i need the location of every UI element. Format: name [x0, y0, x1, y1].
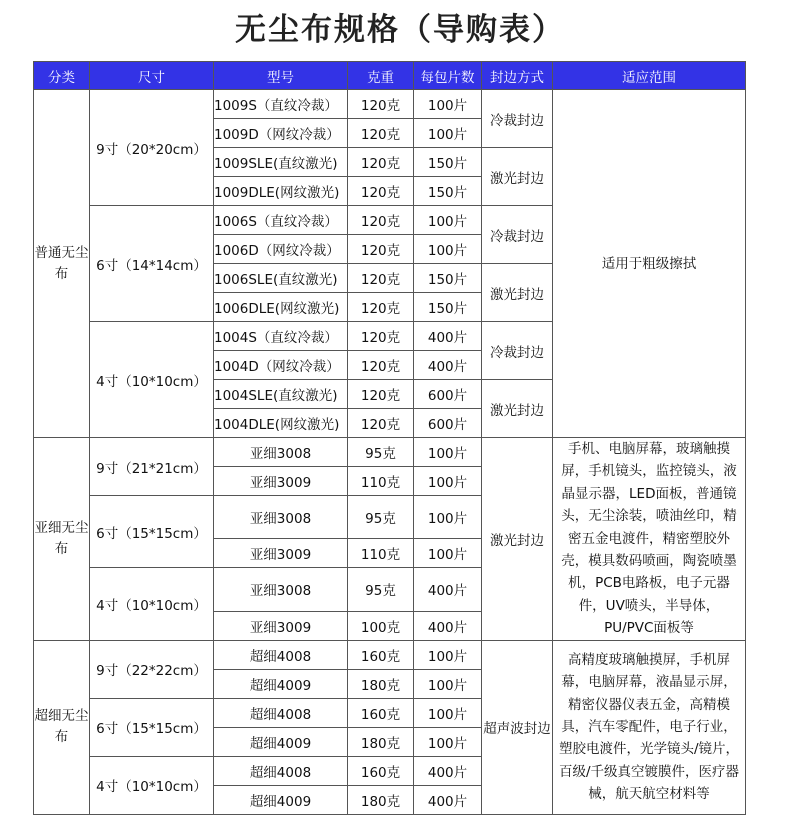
application-cell: 手机、电脑屏幕，玻璃触摸屏，手机镜头，监控镜头，液晶显示器，LED面板，普通镜头，无尘涂装，喷油丝印，精密五金电渡件，精密塑胶外壳，模具数码喷画，陶瓷喷墨机，PCB电路板，电子元器件，UV喷头，半导体，PU/PVC面板等: [553, 438, 746, 641]
model-cell: 1004D（网纹冷裁）: [214, 351, 348, 380]
header-model: 型号: [214, 62, 348, 90]
page-title: 无尘布规格（导购表）: [235, 12, 565, 48]
table-row: [34, 640, 746, 669]
weight-cell: 120克: [348, 322, 414, 351]
count-cell: 100片: [414, 438, 482, 467]
edge-cell: 激光封边: [482, 148, 553, 206]
model-cell: 1009S（直纹冷裁）: [214, 90, 348, 119]
model-cell: 亚细3009: [214, 539, 348, 568]
weight-cell: 120克: [348, 293, 414, 322]
weight-cell: 120克: [348, 177, 414, 206]
count-cell: 100片: [414, 539, 482, 568]
model-cell: 超细4008: [214, 640, 348, 669]
count-cell: 100片: [414, 467, 482, 496]
category-cell: 普通无尘布: [34, 90, 90, 438]
weight-cell: 95克: [348, 496, 414, 539]
model-cell: 亚细3008: [214, 438, 348, 467]
edge-cell: 冷裁封边: [482, 206, 553, 264]
weight-cell: 120克: [348, 90, 414, 119]
edge-cell: 激光封边: [482, 438, 553, 641]
model-cell: 1009D（网纹冷裁）: [214, 119, 348, 148]
application-cell: 高精度玻璃触摸屏，手机屏幕，电脑屏幕，液晶显示屏，精密仪器仪表五金，高精模具，汽车零配件，电子行业，塑胶电渡件，光学镜头/镜片，百级/千级真空镀膜件，医疗器械，航天航空材料等: [553, 640, 746, 814]
weight-cell: 110克: [348, 539, 414, 568]
size-cell: 4寸（10*10cm）: [90, 322, 214, 438]
size-cell: 4寸（10*10cm）: [90, 568, 214, 640]
count-cell: 400片: [414, 568, 482, 611]
model-cell: 亚细3008: [214, 568, 348, 611]
count-cell: 100片: [414, 669, 482, 698]
model-cell: 1004DLE(网纹激光): [214, 409, 348, 438]
model-cell: 超细4009: [214, 785, 348, 814]
count-cell: 100片: [414, 698, 482, 727]
weight-cell: 160克: [348, 756, 414, 785]
count-cell: 400片: [414, 351, 482, 380]
model-cell: 亚细3008: [214, 496, 348, 539]
edge-cell: 激光封边: [482, 264, 553, 322]
count-cell: 150片: [414, 264, 482, 293]
count-cell: 100片: [414, 496, 482, 539]
model-cell: 超细4008: [214, 698, 348, 727]
count-cell: 100片: [414, 235, 482, 264]
weight-cell: 120克: [348, 351, 414, 380]
header-weight: 克重: [348, 62, 414, 90]
header-size: 尺寸: [90, 62, 214, 90]
model-cell: 1004SLE(直纹激光): [214, 380, 348, 409]
model-cell: 1009SLE(直纹激光): [214, 148, 348, 177]
model-cell: 1006D（网纹冷裁）: [214, 235, 348, 264]
count-cell: 150片: [414, 148, 482, 177]
header-category: 分类: [34, 62, 90, 90]
model-cell: 1006DLE(网纹激光): [214, 293, 348, 322]
weight-cell: 120克: [348, 119, 414, 148]
weight-cell: 110克: [348, 467, 414, 496]
weight-cell: 120克: [348, 148, 414, 177]
count-cell: 100片: [414, 90, 482, 119]
weight-cell: 180克: [348, 727, 414, 756]
weight-cell: 95克: [348, 438, 414, 467]
size-cell: 6寸（15*15cm）: [90, 698, 214, 756]
table-row: [34, 438, 746, 467]
count-cell: 600片: [414, 380, 482, 409]
count-cell: 400片: [414, 322, 482, 351]
weight-cell: 120克: [348, 264, 414, 293]
size-cell: 9寸（20*20cm）: [90, 90, 214, 206]
model-cell: 超细4009: [214, 727, 348, 756]
weight-cell: 180克: [348, 785, 414, 814]
edge-cell: 冷裁封边: [482, 322, 553, 380]
spec-table: [33, 61, 746, 815]
weight-cell: 120克: [348, 235, 414, 264]
size-cell: 6寸（15*15cm）: [90, 496, 214, 568]
weight-cell: 120克: [348, 206, 414, 235]
model-cell: 超细4009: [214, 669, 348, 698]
model-cell: 1006S（直纹冷裁）: [214, 206, 348, 235]
size-cell: 9寸（21*21cm）: [90, 438, 214, 496]
count-cell: 100片: [414, 119, 482, 148]
model-cell: 1004S（直纹冷裁）: [214, 322, 348, 351]
count-cell: 100片: [414, 206, 482, 235]
application-cell: 适用于粗级擦拭: [553, 90, 746, 438]
table-header-row: [34, 62, 746, 90]
edge-cell: 冷裁封边: [482, 90, 553, 148]
edge-cell: 超声波封边: [482, 640, 553, 814]
model-cell: 超细4008: [214, 756, 348, 785]
weight-cell: 120克: [348, 409, 414, 438]
count-cell: 400片: [414, 785, 482, 814]
weight-cell: 180克: [348, 669, 414, 698]
size-cell: 4寸（10*10cm）: [90, 756, 214, 814]
count-cell: 150片: [414, 177, 482, 206]
weight-cell: 160克: [348, 698, 414, 727]
count-cell: 100片: [414, 727, 482, 756]
weight-cell: 120克: [348, 380, 414, 409]
count-cell: 400片: [414, 611, 482, 640]
model-cell: 亚细3009: [214, 611, 348, 640]
header-count: 每包片数: [414, 62, 482, 90]
model-cell: 1009DLE(网纹激光): [214, 177, 348, 206]
count-cell: 100片: [414, 640, 482, 669]
count-cell: 600片: [414, 409, 482, 438]
model-cell: 亚细3009: [214, 467, 348, 496]
weight-cell: 160克: [348, 640, 414, 669]
size-cell: 6寸（14*14cm）: [90, 206, 214, 322]
size-cell: 9寸（22*22cm）: [90, 640, 214, 698]
table-row: [34, 90, 746, 119]
edge-cell: 激光封边: [482, 380, 553, 438]
count-cell: 150片: [414, 293, 482, 322]
category-cell: 超细无尘布: [34, 640, 90, 814]
header-application: 适应范围: [553, 62, 746, 90]
weight-cell: 100克: [348, 611, 414, 640]
header-edge: 封边方式: [482, 62, 553, 90]
weight-cell: 95克: [348, 568, 414, 611]
model-cell: 1006SLE(直纹激光): [214, 264, 348, 293]
count-cell: 400片: [414, 756, 482, 785]
category-cell: 亚细无尘布: [34, 438, 90, 641]
